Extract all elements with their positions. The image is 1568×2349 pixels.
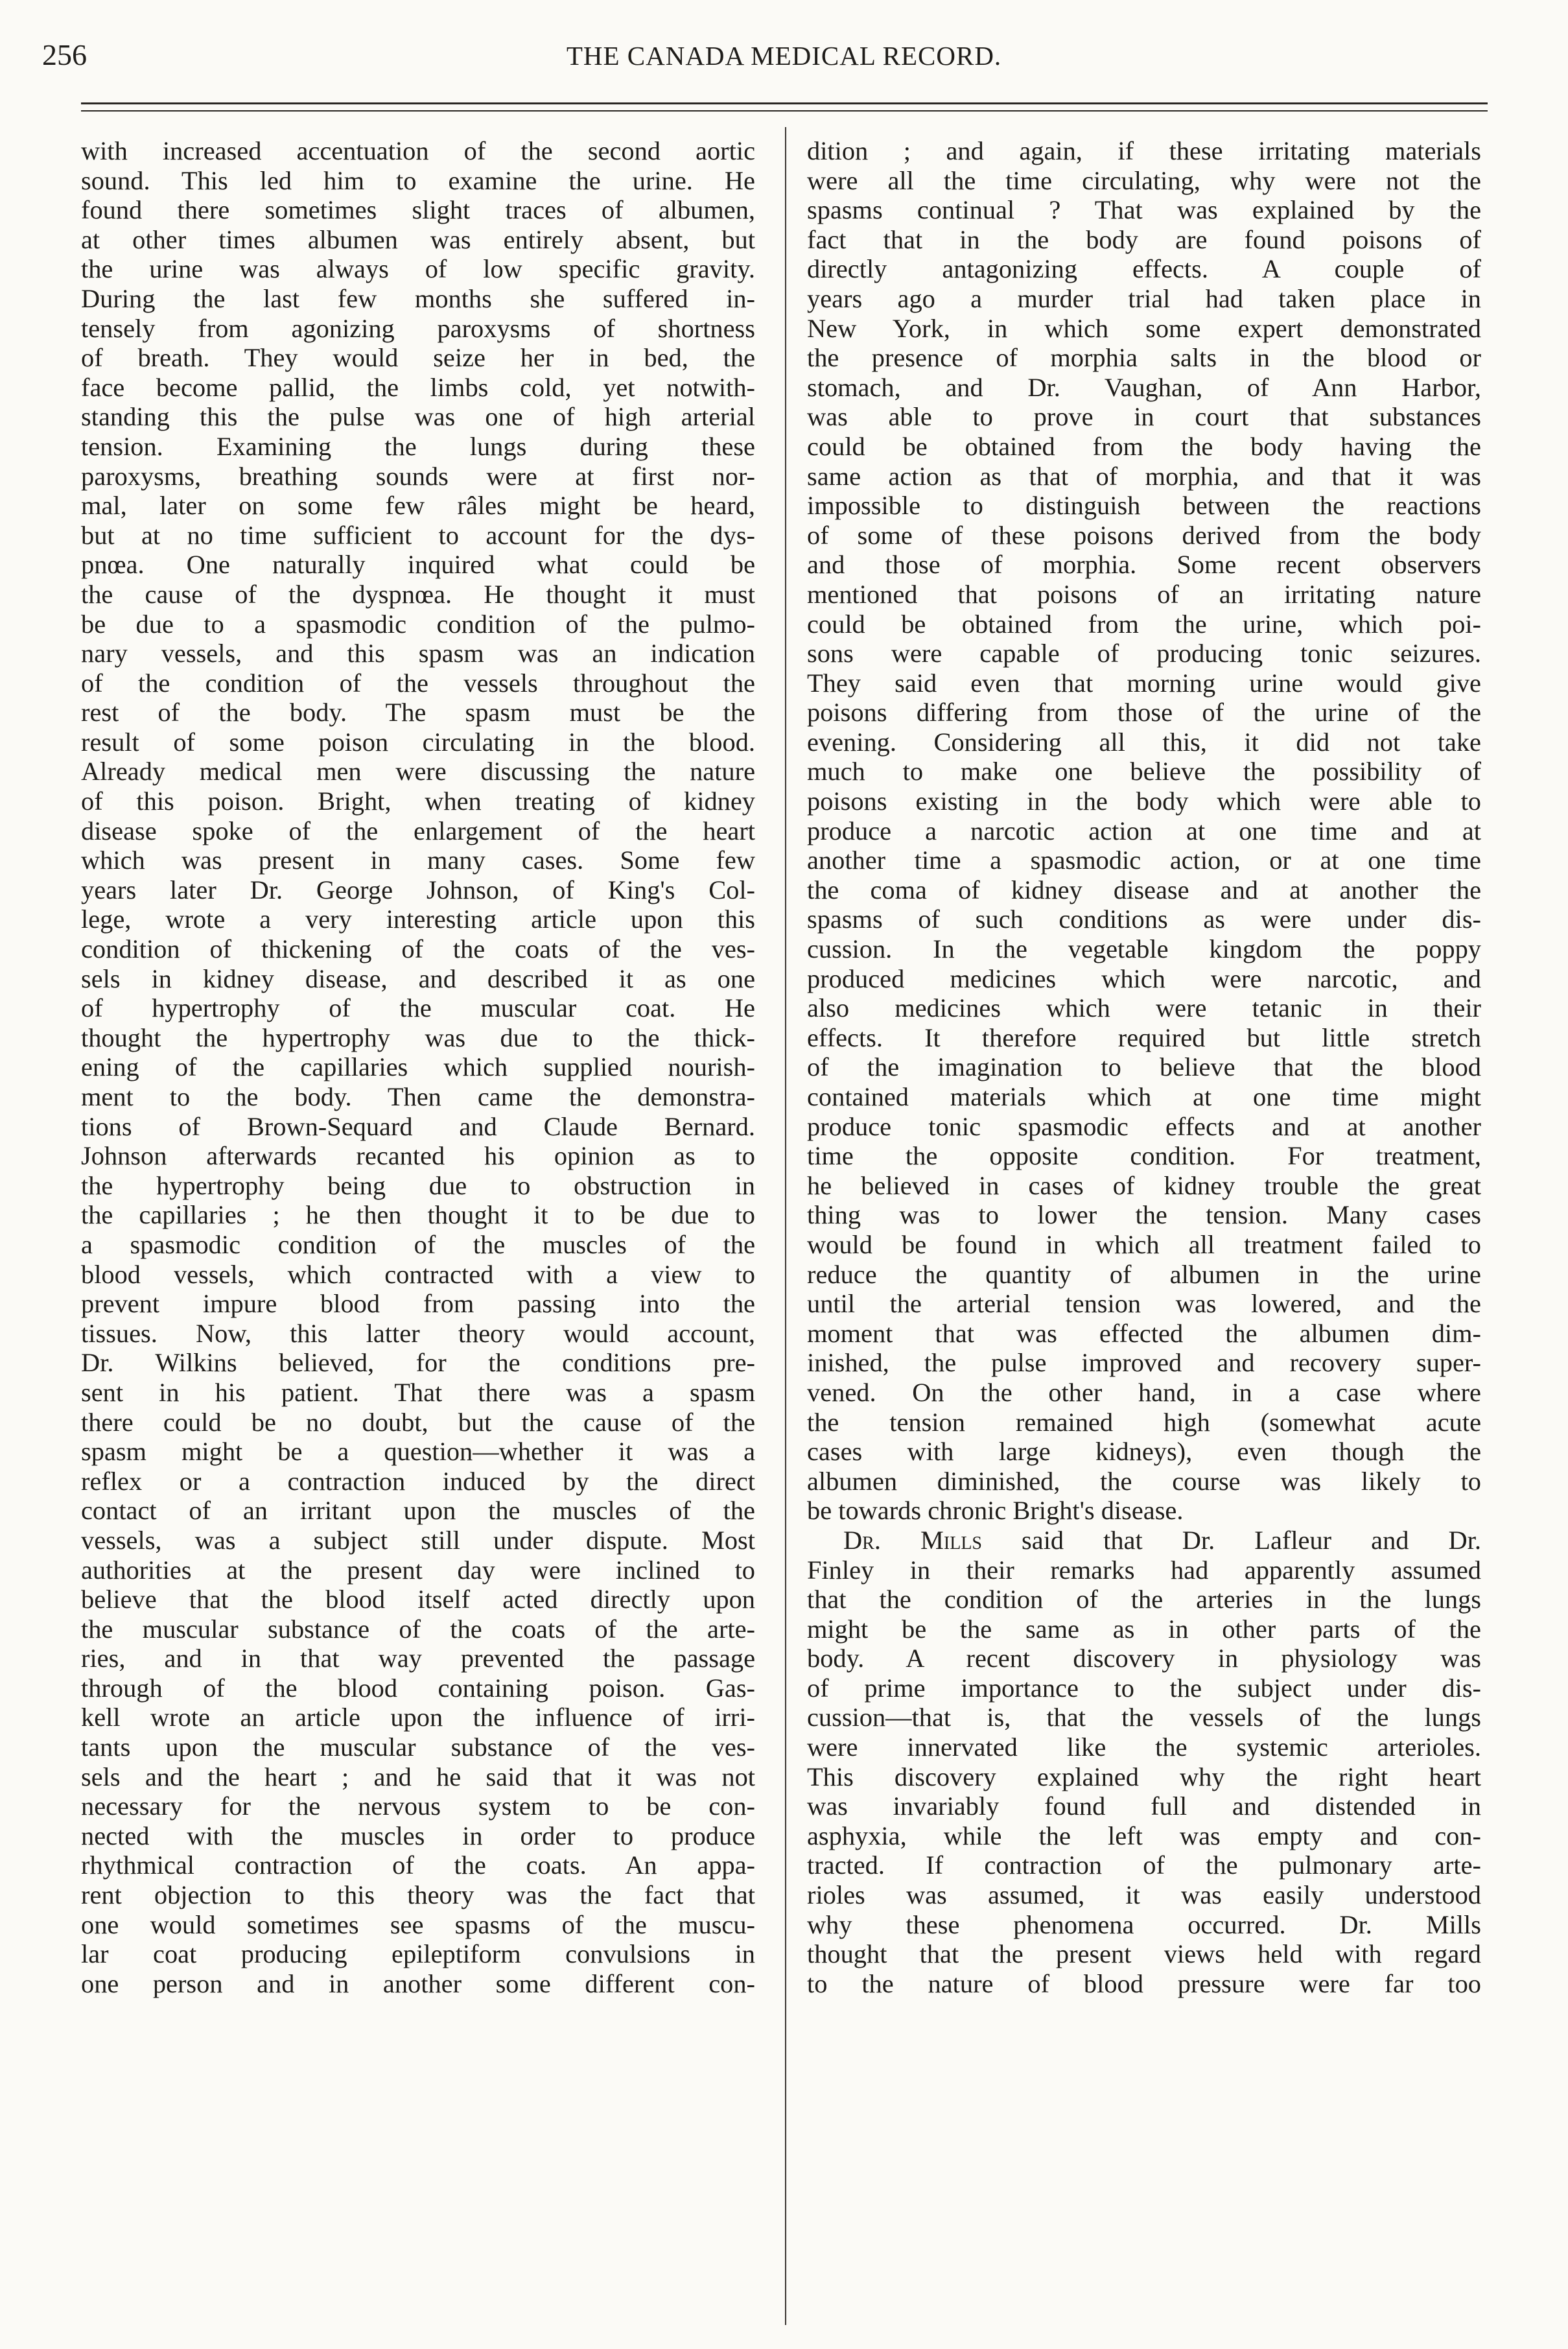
text-line: also medicines which were tetanic in their xyxy=(807,993,1481,1023)
text-line: would be found in which all treatment failed to xyxy=(807,1229,1481,1259)
text-line: blood vessels, which contracted with a view to xyxy=(81,1259,755,1289)
running-title: THE CANADA MEDICAL RECORD. xyxy=(566,41,1002,71)
text-line: contained materials which at one time might xyxy=(807,1082,1481,1111)
text-line: years ago a murder trial had taken place in xyxy=(807,283,1481,313)
text-line: but at no time sufficient to account for the dys- xyxy=(81,520,755,550)
text-line: thought the hypertrophy was due to the thick- xyxy=(81,1022,755,1052)
text-line: might be the same as in other parts of the xyxy=(807,1614,1481,1644)
text-line: condition of thickening of the coats of the ves- xyxy=(81,934,755,964)
text-line: New York, in which some expert demonstrated xyxy=(807,313,1481,343)
text-line: poisons differing from those of the urine of the xyxy=(807,698,1481,727)
text-line: the urine was always of low specific gravity. xyxy=(81,254,755,284)
text-line: Already medical men were discussing the nature xyxy=(81,757,755,786)
text-line: reflex or a contraction induced by the direct xyxy=(81,1466,755,1496)
header-rule-bottom xyxy=(81,110,1488,112)
text-line: ment to the body. Then came the demonstra- xyxy=(81,1082,755,1111)
right-column xyxy=(807,136,1481,1998)
text-line: thought that the present views held with regard xyxy=(807,1939,1481,1969)
text-line: asphyxia, while the left was empty and con- xyxy=(807,1821,1481,1850)
text-line: one would sometimes see spasms of the muscu- xyxy=(81,1909,755,1939)
text-line: moment that was effected the albumen dim- xyxy=(807,1318,1481,1348)
text-line: was invariably found full and distended in xyxy=(807,1791,1481,1821)
text-line: the capillaries ; he then thought it to be due to xyxy=(81,1200,755,1230)
text-line: evening. Considering all this, it did not take xyxy=(807,727,1481,757)
text-line: cussion. In the vegetable kingdom the poppy xyxy=(807,934,1481,964)
text-line: fact that in the body are found poisons of xyxy=(807,224,1481,254)
text-line: vessels, was a subject still under dispute. Most xyxy=(81,1525,755,1555)
text-line: tissues. Now, this latter theory would account, xyxy=(81,1318,755,1348)
text-line: sound. This led him to examine the urine. He xyxy=(81,165,755,195)
text-line: contact of an irritant upon the muscles of the xyxy=(81,1496,755,1526)
text-line: produce tonic spasmodic effects and at another xyxy=(807,1111,1481,1141)
column-divider xyxy=(785,127,786,2325)
left-column xyxy=(81,136,755,1998)
text-line: ening of the capillaries which supplied nourish- xyxy=(81,1052,755,1082)
text-line: a spasmodic condition of the muscles of the xyxy=(81,1229,755,1259)
text-line: albumen diminished, the course was likely to xyxy=(807,1466,1481,1496)
text-line: produce a narcotic action at one time and at xyxy=(807,816,1481,845)
text-line: through of the blood containing poison. Gas- xyxy=(81,1673,755,1703)
text-line: This discovery explained why the right heart xyxy=(807,1762,1481,1791)
text-line: lege, wrote a very interesting article upon this xyxy=(81,904,755,934)
text-line: sels in kidney disease, and described it as one xyxy=(81,963,755,993)
mills-paragraph-first-line xyxy=(807,1526,1481,1555)
text-line: rest of the body. The spasm must be the xyxy=(81,698,755,727)
text-line: be towards chronic Bright's disease. xyxy=(807,1496,1184,1526)
text-line: lar coat producing epileptiform convulsions in xyxy=(81,1939,755,1969)
text-line: mal, later on some few râles might be heard, xyxy=(81,491,755,521)
text-line: tension. Examining the lungs during these xyxy=(81,431,755,461)
text-line: produced medicines which were narcotic, and xyxy=(807,963,1481,993)
text-line: necessary for the nervous system to be con- xyxy=(81,1791,755,1821)
text-line: the cause of the dyspnœa. He thought it must xyxy=(81,579,755,609)
text-line: much to make one believe the possibility of xyxy=(807,757,1481,786)
text-line: tensely from agonizing paroxysms of shortness xyxy=(81,313,755,343)
text-line: tants upon the muscular substance of the ves- xyxy=(81,1732,755,1762)
text-line: could be obtained from the body having the xyxy=(807,431,1481,461)
text-line: of the imagination to believe that the blood xyxy=(807,1052,1481,1082)
text-line: why these phenomena occurred. Dr. Mills xyxy=(807,1909,1481,1939)
text-line: that the condition of the arteries in the lungs xyxy=(807,1585,1481,1614)
text-line: rent objection to this theory was the fact that xyxy=(81,1880,755,1910)
text-line: he believed in cases of kidney trouble the great xyxy=(807,1170,1481,1200)
text-line: of some of these poisons derived from the body xyxy=(807,520,1481,550)
text-line: believe that the blood itself acted directly upon xyxy=(81,1585,755,1614)
text-line: result of some poison circulating in the blood. xyxy=(81,727,755,757)
text-line: vened. On the other hand, in a case where xyxy=(807,1377,1481,1407)
text-line: same action as that of morphia, and that it was xyxy=(807,461,1481,491)
text-line: tions of Brown-Sequard and Claude Bernard. xyxy=(81,1111,755,1141)
text-line: spasms of such conditions as were under dis- xyxy=(807,904,1481,934)
text-line: thing was to lower the tension. Many cases xyxy=(807,1200,1481,1230)
text-line: nary vessels, and this spasm was an indication xyxy=(81,639,755,668)
text-line: be due to a spasmodic condition of the pulmo- xyxy=(81,609,755,639)
text-line: ries, and in that way prevented the passage xyxy=(81,1644,755,1673)
text-line: cussion—that is, that the vessels of the lungs xyxy=(807,1703,1481,1732)
text-line: Dr. Wilkins believed, for the conditions pre- xyxy=(81,1348,755,1378)
text-line: reduce the quantity of albumen in the urine xyxy=(807,1259,1481,1289)
text-line: paroxysms, breathing sounds were at first nor- xyxy=(81,461,755,491)
text-line: another time a spasmodic action, or at one time xyxy=(807,845,1481,875)
text-line: the tension remained high (somewhat acute xyxy=(807,1407,1481,1437)
text-line: were all the time circulating, why were not the xyxy=(807,165,1481,195)
page-number: 256 xyxy=(42,38,87,71)
text-line: spasm might be a question—whether it was a xyxy=(81,1437,755,1467)
text-line: face become pallid, the limbs cold, yet notwith- xyxy=(81,372,755,402)
right-column-main-text xyxy=(807,136,1481,1526)
text-line: effects. It therefore required but little stretch xyxy=(807,1022,1481,1052)
mills-paragraph xyxy=(807,1555,1481,1999)
text-line: prevent impure blood from passing into the xyxy=(81,1289,755,1319)
text-line: authorities at the present day were inclined to xyxy=(81,1555,755,1585)
text-line: until the arterial tension was lowered, and the xyxy=(807,1289,1481,1319)
text-line: Finley in their remarks had apparently assumed xyxy=(807,1555,1481,1585)
text-line: kell wrote an article upon the influence of irri- xyxy=(81,1703,755,1732)
text-line: of the condition of the vessels throughout the xyxy=(81,668,755,698)
text-line: mentioned that poisons of an irritating nature xyxy=(807,579,1481,609)
text-line: which was present in many cases. Some few xyxy=(81,845,755,875)
text-line: dition ; and again, if these irritating materials xyxy=(807,136,1481,165)
text-line: impossible to distinguish between the reactions xyxy=(807,491,1481,521)
text-line: the hypertrophy being due to obstruction in xyxy=(81,1170,755,1200)
text-line: directly antagonizing effects. A couple of xyxy=(807,254,1481,284)
text-line: rhythmical contraction of the coats. An appa- xyxy=(81,1850,755,1880)
text-line: sent in his patient. That there was a spasm xyxy=(81,1377,755,1407)
text-line: spasms continual ? That was explained by the xyxy=(807,195,1481,225)
text-line: During the last few months she suffered in- xyxy=(81,283,755,313)
text-line: at other times albumen was entirely absent, but xyxy=(81,224,755,254)
speaker-name: Dr. Mills xyxy=(843,1525,982,1555)
text-line: found there sometimes slight traces of albumen, xyxy=(81,195,755,225)
text-line: sons were capable of producing tonic seizures. xyxy=(807,639,1481,668)
text-line: They said even that morning urine would give xyxy=(807,668,1481,698)
header-rule-top xyxy=(81,102,1488,104)
first-line-rest: said that Dr. Lafleur and Dr. xyxy=(1022,1525,1481,1555)
text-line: tracted. If contraction of the pulmonary arte- xyxy=(807,1850,1481,1880)
text-line: the coma of kidney disease and at another the xyxy=(807,875,1481,904)
text-line: cases with large kidneys), even though the xyxy=(807,1437,1481,1467)
text-line: were innervated like the systemic arterioles. xyxy=(807,1732,1481,1762)
text-line: of this poison. Bright, when treating of kidney xyxy=(81,786,755,816)
text-line: one person and in another some different con- xyxy=(81,1968,755,1998)
text-line: years later Dr. George Johnson, of King's Col- xyxy=(81,875,755,904)
text-line: disease spoke of the enlargement of the heart xyxy=(81,816,755,845)
text-line: could be obtained from the urine, which poi- xyxy=(807,609,1481,639)
text-line: nected with the muscles in order to produce xyxy=(81,1821,755,1850)
text-line: there could be no doubt, but the cause of the xyxy=(81,1407,755,1437)
text-line: the presence of morphia salts in the blood or xyxy=(807,343,1481,373)
text-line: of breath. They would seize her in bed, the xyxy=(81,343,755,373)
text-line: Johnson afterwards recanted his opinion as to xyxy=(81,1141,755,1171)
text-line: and those of morphia. Some recent observers xyxy=(807,550,1481,580)
text-line: standing this the pulse was one of high arterial xyxy=(81,402,755,432)
text-line: time the opposite condition. For treatment, xyxy=(807,1141,1481,1171)
text-line: body. A recent discovery in physiology was xyxy=(807,1644,1481,1673)
text-line: with increased accentuation of the second aortic xyxy=(81,136,755,165)
text-line: the muscular substance of the coats of the arte- xyxy=(81,1614,755,1644)
text-line: stomach, and Dr. Vaughan, of Ann Harbor, xyxy=(807,372,1481,402)
text-line: of hypertrophy of the muscular coat. He xyxy=(81,993,755,1023)
text-line: sels and the heart ; and he said that it was not xyxy=(81,1762,755,1791)
text-line: pnœa. One naturally inquired what could be xyxy=(81,550,755,580)
text-line: was able to prove in court that substances xyxy=(807,402,1481,432)
text-line: inished, the pulse improved and recovery super- xyxy=(807,1348,1481,1378)
text-line: to the nature of blood pressure were far too xyxy=(807,1968,1481,1998)
text-line: rioles was assumed, it was easily understood xyxy=(807,1880,1481,1910)
text-line: of prime importance to the subject under dis- xyxy=(807,1673,1481,1703)
text-line: poisons existing in the body which were able to xyxy=(807,786,1481,816)
